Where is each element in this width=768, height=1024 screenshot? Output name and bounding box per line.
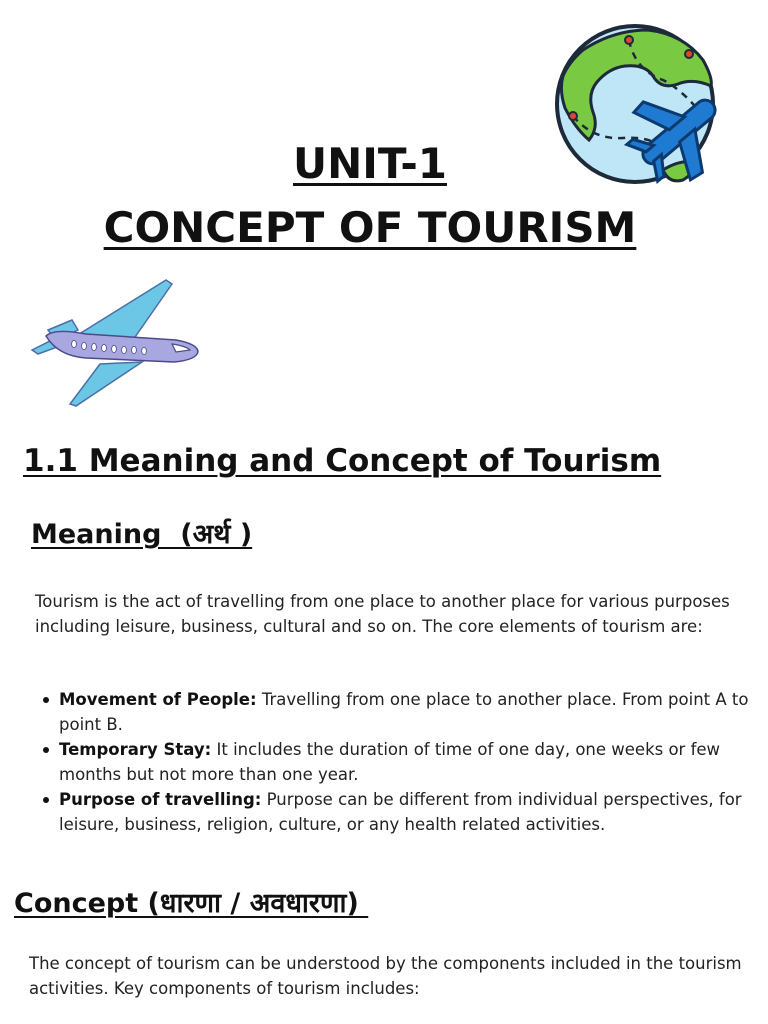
concept-paragraph: The concept of tourism can be understood by the components included in the tourism activities. Key components of tourism includes:: [29, 954, 742, 998]
globe-with-airplane-icon: [553, 20, 725, 190]
list-item: [41, 687, 763, 737]
bullet-text: Purpose can be different from individual perspectives, for leisure, business, religion, culture, or any health related activities.: [59, 790, 742, 834]
bullet-dot: [43, 697, 49, 703]
list-item: [41, 787, 763, 837]
airplane-icon: [26, 278, 206, 408]
bullet-term: Temporary Stay:: [59, 740, 212, 759]
bullet-dot: [43, 747, 49, 753]
bullet-dot: [43, 797, 49, 803]
section-heading: 1.1 Meaning and Concept of Tourism: [23, 443, 662, 479]
list-item: [41, 737, 763, 787]
concept-heading: Concept (धारणा / अवधारणा): [14, 888, 369, 919]
bullet-text: Travelling from one place to another place. From point A to point B.: [59, 690, 749, 734]
bullet-text: It includes the duration of time of one day, one weeks or few months but not more than one year.: [59, 740, 721, 784]
unit-title: CONCEPT OF TOURISM: [103, 203, 637, 252]
bullet-term: Movement of People:: [59, 690, 257, 709]
core-elements-list: [41, 687, 763, 837]
meaning-heading: Meaning (अर्थ ): [31, 519, 253, 550]
bullet-term: Purpose of travelling:: [59, 790, 262, 809]
unit-label: UNIT-1: [292, 139, 447, 188]
meaning-paragraph: Tourism is the act of travelling from one place to another place for various purposes including leisure, business, cultural and so on. The core elements of tourism are:: [35, 592, 730, 636]
